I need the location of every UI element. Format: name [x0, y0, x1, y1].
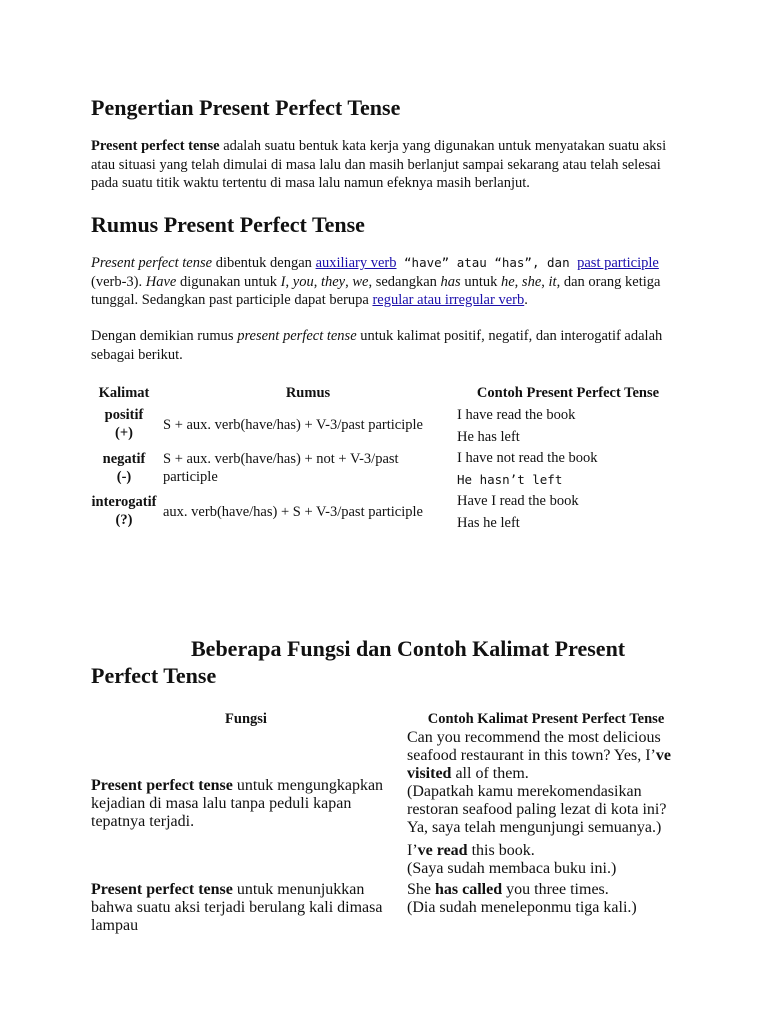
section-title-pengertian: Pengertian Present Perfect Tense: [91, 95, 401, 120]
contoh-row-1-example-2: [407, 842, 688, 878]
example-text: all of them.: [451, 765, 529, 782]
text-italic: Present perfect tense: [91, 255, 213, 271]
text-have-has: “have” atau “has”, dan: [396, 255, 578, 270]
kalimat-type: negatif: [102, 451, 146, 467]
text-italic: Have: [145, 273, 177, 290]
kalimat-type: positif: [104, 407, 144, 423]
table-row-interogatif-examples: [457, 490, 687, 534]
table-row-negatif-label: [88, 450, 160, 486]
example-bold: ve read: [417, 842, 468, 859]
text: ,: [313, 273, 321, 290]
table-row-interogatif-rumus: aux. verb(have/has) + S + V-3/past participle: [163, 504, 423, 520]
kalimat-symbol: (-): [116, 469, 132, 485]
text: Dengan demikian rumus: [91, 328, 238, 344]
text: , dan orang ketiga tunggal. Sedangkan past participle dapat berupa: [91, 273, 661, 308]
example-text: Can you recommend the most delicious seafood restaurant in this town? Yes, I’: [407, 729, 661, 764]
example-bold: has called: [435, 881, 503, 898]
example-text: I’: [407, 842, 418, 859]
text-italic: has: [440, 273, 461, 290]
formula-table: [88, 380, 688, 540]
text: , sedangkan: [368, 273, 441, 290]
paragraph-definition: [91, 137, 681, 193]
example-sentence: Has he left: [457, 515, 520, 531]
example-text: you three times.: [502, 881, 609, 898]
text-italic: present perfect tense: [237, 328, 357, 344]
text-italic: you: [292, 273, 314, 290]
table-row-negatif-examples: [457, 447, 687, 491]
example-text: this book.: [467, 842, 535, 859]
example-translation: (Saya sudah membaca buku ini.): [407, 860, 617, 877]
fungsi-row-2: [91, 881, 399, 935]
table-row-negatif-rumus: S + aux. verb(have/has) + not + V-3/past participle: [163, 451, 399, 485]
example-text: She: [407, 881, 435, 898]
text: dibentuk dengan: [212, 255, 316, 271]
text: untuk kalimat positif, negatif, dan interogatif adalah sebagai berikut.: [91, 328, 663, 363]
section-title-fungsi: Beberapa Fungsi dan Contoh Kalimat Present Perfect Tense: [91, 636, 626, 688]
example-translation: (Dia sudah meneleponmu tiga kali.): [407, 899, 637, 916]
table-row-positif-examples: [457, 404, 687, 448]
text: ,: [285, 273, 293, 290]
table-header-fungsi: Fungsi: [225, 711, 267, 727]
fungsi-row-1: [91, 777, 399, 831]
text: ,: [345, 273, 353, 290]
term-bold: Present perfect tense: [91, 138, 220, 154]
term-bold: Present perfect tense: [91, 881, 233, 898]
kalimat-symbol: (+): [115, 425, 133, 441]
table-row-interogatif-label: [88, 493, 160, 529]
kalimat-symbol: (?): [115, 512, 133, 528]
link-past-participle[interactable]: past participle: [577, 255, 659, 271]
fungsi-text: untuk menunjukkan bahwa suatu aksi terjadi berulang kali dimasa lampau: [91, 881, 383, 934]
text: (verb-3).: [91, 273, 146, 290]
table-header-rumus: Rumus: [285, 385, 331, 401]
text: ,: [541, 273, 549, 290]
example-bold: ve visited: [407, 747, 671, 782]
table-header-kalimat: Kalimat: [98, 385, 150, 401]
term-bold: Present perfect tense: [91, 777, 233, 794]
text: ,: [514, 273, 522, 290]
contoh-row-1-example-1: [407, 729, 688, 837]
kalimat-type: interogatif: [91, 494, 157, 510]
example-sentence: I have read the book: [457, 407, 576, 423]
link-auxiliary-verb[interactable]: auxiliary verb: [315, 255, 397, 271]
text-italic: she: [521, 273, 542, 290]
example-sentence: He hasn’t left: [457, 472, 563, 487]
text: untuk: [460, 273, 501, 290]
table-row-positif-label: [88, 406, 160, 442]
section-title-rumus: Rumus Present Perfect Tense: [91, 212, 365, 237]
example-translation: (Dapatkah kamu merekomendasikan restoran seafood paling lezat di kota ini? Ya, saya telah mengunjungi semuanya.): [407, 783, 667, 836]
table-header-contoh: Contoh Present Perfect Tense: [476, 385, 660, 401]
paragraph-formula-summary: [91, 327, 681, 364]
text: .: [524, 292, 528, 308]
text: digunakan untuk: [176, 273, 281, 290]
text-italic: we: [352, 273, 369, 290]
text-italic: it: [548, 273, 557, 290]
definition-text: adalah suatu bentuk kata kerja yang digunakan untuk menyatakan suatu aksi atau situasi yang telah dimulai di masa lalu dan masih berlanjut sampai sekarang atau telah selesai pada suatu titik waktu tertentu di masa lalu namun efeknya masih berlanjut.: [91, 138, 667, 191]
link-regular-irregular-verb[interactable]: regular atau irregular verb: [372, 292, 525, 308]
example-sentence: I have not read the book: [457, 450, 598, 466]
text-italic: I: [280, 273, 286, 290]
fungsi-text: untuk mengungkapkan kejadian di masa lalu tanpa peduli kapan tepatnya terjadi.: [91, 777, 384, 830]
paragraph-formula-intro: [91, 254, 681, 310]
text-italic: he: [500, 273, 515, 290]
contoh-row-2-example: [407, 881, 688, 917]
example-sentence: He has left: [457, 429, 520, 445]
table-row-positif-rumus: S + aux. verb(have/has) + V-3/past participle: [163, 417, 423, 433]
example-sentence: Have I read the book: [457, 493, 579, 509]
text-italic: they: [320, 273, 346, 290]
function-table: [88, 706, 688, 934]
table-header-contoh-kalimat: Contoh Kalimat Present Perfect Tense: [427, 711, 665, 727]
